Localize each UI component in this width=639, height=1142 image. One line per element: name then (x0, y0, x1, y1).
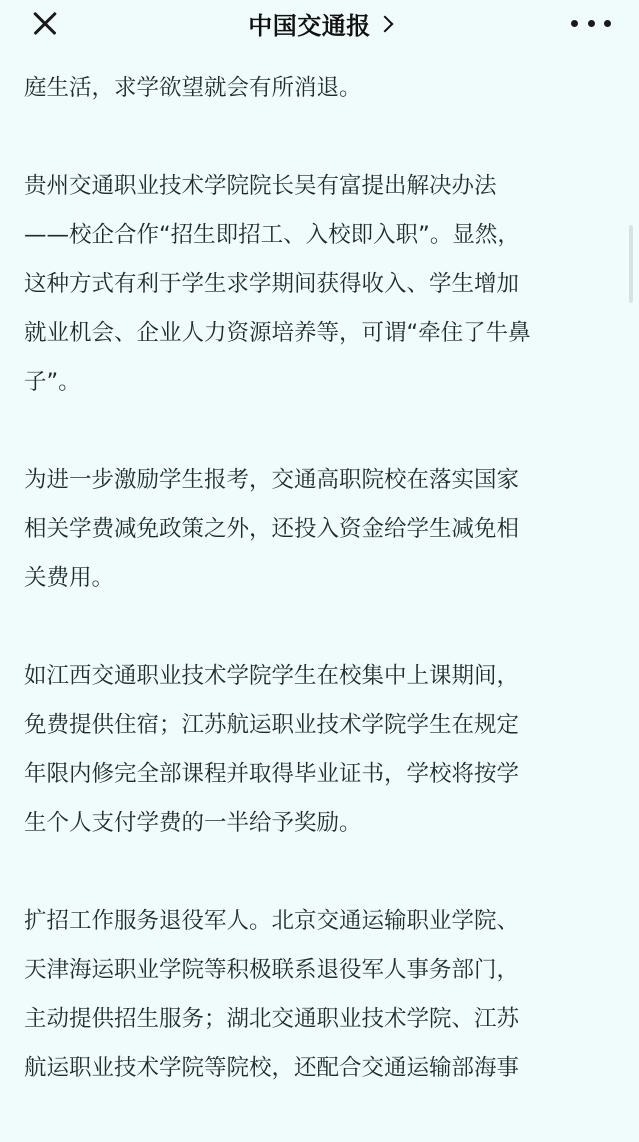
account-title: 中国交通报 (248, 11, 371, 40)
article-paragraph: 如江西交通职业技术学院学生在校集中上课期间， 免费提供住宿；江苏航运职业技术学院学生在规定 年限内修完全部课程并取得毕业证书，学校将按学 生个人支付学费的一半给予奖励。 (24, 663, 520, 836)
scrollbar[interactable] (629, 225, 633, 303)
more-dots-icon[interactable] (571, 10, 611, 36)
top-bar (0, 0, 639, 46)
article-paragraph: 为进一步激励学生报考，交通高职院校在落实国家 相关学费减免政策之外，还投入资金给学生减免相 关费用。 (24, 467, 520, 591)
dot (588, 20, 595, 27)
dot (571, 20, 578, 27)
article-paragraph: 扩招工作服务退役军人。北京交通运输职业学院、 天津海运职业学院等积极联系退役军人事务部门， 主动提供招生服务；湖北交通职业技术学院、江苏 航运职业技术学院等院校，还配合交通运输部海事 (24, 908, 520, 1081)
article-paragraph: 贵州交通职业技术学院院长吴有富提出解决办法 ——校企合作“招生即招工、入校即入职”。显然， 这种方式有利于学生求学期间获得收入、学生增加 就业机会、企业人力资源培养等，可谓“牵住了牛鼻 子”。 (24, 173, 531, 395)
chevron-right-icon (376, 16, 393, 33)
article-paragraph: 庭生活，求学欲望就会有所消退。 (24, 75, 362, 101)
article-body (24, 64, 614, 1142)
account-title-link[interactable] (0, 0, 639, 46)
dot (604, 20, 611, 27)
